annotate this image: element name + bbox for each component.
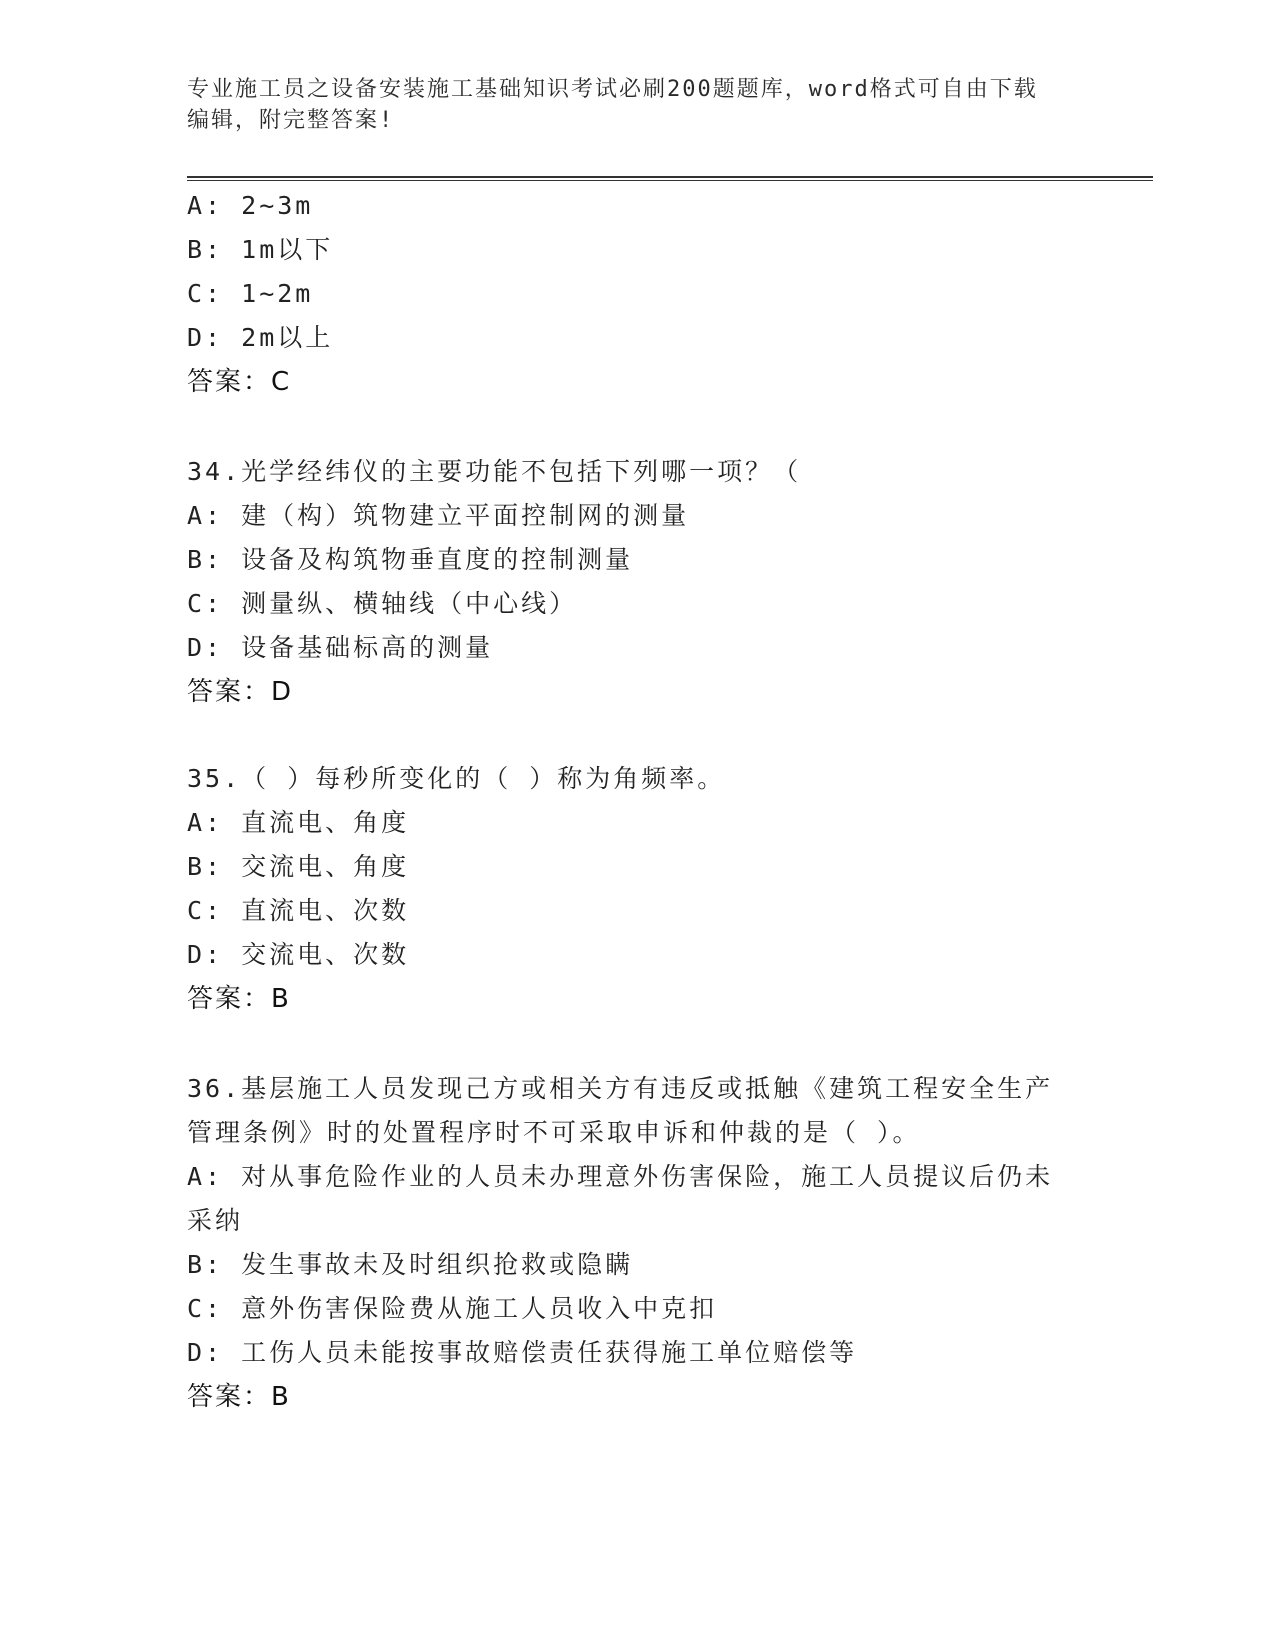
q34-option-a: A: 建（构）筑物建立平面控制网的测量	[187, 501, 690, 530]
header-title-line1: 专业施工员之设备安装施工基础知识考试必刷200题题库，word格式可自由下载	[187, 77, 1038, 102]
q35-stem: 35.（ ）每秒所变化的（ ）称为角频率。	[187, 764, 726, 793]
q33-option-c: C: 1~2m	[187, 279, 314, 308]
q35-option-a: A: 直流电、角度	[187, 808, 410, 837]
q34-stem: 34.光学经纬仪的主要功能不包括下列哪一项？（	[187, 457, 802, 486]
q34-answer: 答案：D	[187, 677, 294, 707]
q35-option-b: B: 交流电、角度	[187, 852, 410, 881]
header-divider	[187, 176, 1153, 181]
q33-option-d: D: 2m以上	[187, 323, 334, 352]
q35-answer: 答案：B	[187, 984, 291, 1014]
q33-answer: 答案：C	[187, 367, 292, 397]
q36-stem-line2: 管理条例》时的处置程序时不可采取申诉和仲裁的是（ ）。	[187, 1118, 921, 1147]
q35-option-c: C: 直流电、次数	[187, 896, 410, 925]
q36-answer: 答案：B	[187, 1382, 291, 1412]
q36-option-a-line2: 采纳	[187, 1206, 244, 1235]
q34-option-d: D: 设备基础标高的测量	[187, 633, 494, 662]
q34-option-c: C: 测量纵、横轴线（中心线）	[187, 589, 578, 618]
q35-option-d: D: 交流电、次数	[187, 940, 410, 969]
header-title-line2: 编辑，附完整答案!	[187, 108, 395, 133]
q33-option-a: A: 2~3m	[187, 191, 314, 220]
q36-option-b: B: 发生事故未及时组织抢救或隐瞒	[187, 1250, 634, 1279]
q36-stem-line1: 36.基层施工人员发现己方或相关方有违反或抵触《建筑工程安全生产	[187, 1074, 1054, 1103]
q36-option-a-line1: A: 对从事危险作业的人员未办理意外伤害保险，施工人员提议后仍未	[187, 1162, 1054, 1191]
document-header	[187, 74, 1067, 136]
q36-option-d: D: 工伤人员未能按事故赔偿责任获得施工单位赔偿等	[187, 1338, 858, 1367]
q36-option-c: C: 意外伤害保险费从施工人员收入中克扣	[187, 1294, 718, 1323]
q34-option-b: B: 设备及构筑物垂直度的控制测量	[187, 545, 634, 574]
q33-option-b: B: 1m以下	[187, 235, 334, 264]
